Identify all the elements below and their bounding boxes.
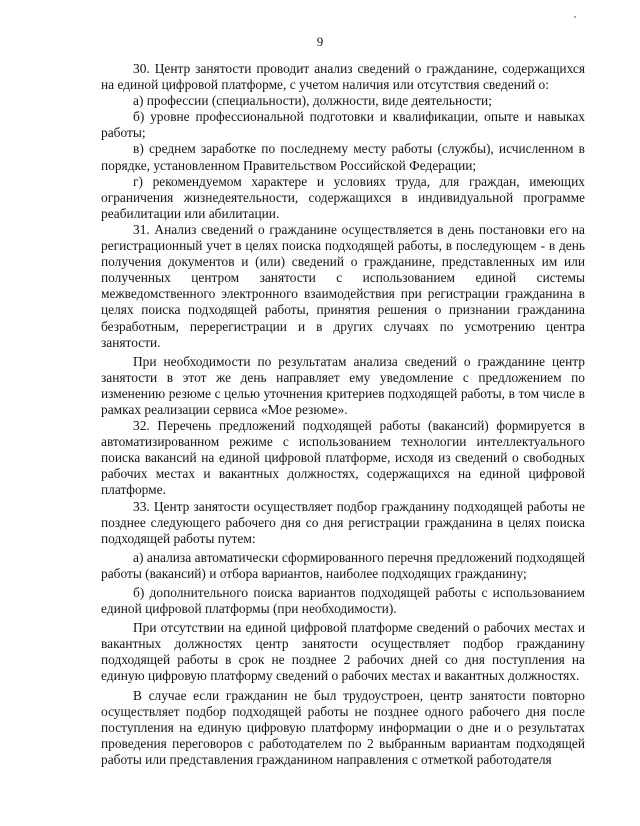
- list-item-a: а) профессии (специальности), должности, виде деятельности;: [133, 93, 492, 109]
- paragraph-31-addendum: При необходимости по результатам анализа сведений о гражданине центр занятости в этот же день направляет ему уведомление с предложением по изменению резюме с целью уточнения критериев подходящей работы, в том числе в рамках реализации сервиса «Мое резюме».: [101, 353, 585, 417]
- list-item-g: г) рекомендуемом характере и условиях труда, для граждан, имеющих ограничения жизнедеятельности, содержащихся в индивидуальной программе реабилитации или абилитации.: [101, 173, 585, 221]
- list-item-33b: б) дополнительного поиска вариантов подходящей работы с использованием единой цифровой платформы (при необходимости).: [101, 585, 585, 617]
- paragraph-no-vacancies: При отсутствии на единой цифровой платформе сведений о рабочих местах и вакантных должностях центр занятости осуществляет подбор гражданину подходящей работы в срок не позднее 2 рабочих дней со дня поступления на единую цифровую платформу сведений о рабочих местах и вакантных должностях.: [101, 620, 585, 684]
- document-body: [101, 61, 585, 768]
- list-item-b: б) уровне профессиональной подготовки и квалификации, опыте и навыках работы;: [101, 109, 585, 141]
- paragraph-33: 33. Центр занятости осуществляет подбор гражданину подходящей работы не позднее следующего рабочего дня со дня регистрации гражданина в целях поиска подходящей работы путем:: [101, 498, 585, 546]
- list-item-v: в) среднем заработке по последнему месту работы (службы), исчисленном в порядке, установленном Правительством Российской Федерации;: [101, 141, 585, 173]
- scan-speck: [574, 16, 576, 18]
- paragraph-31: 31. Анализ сведений о гражданине осуществляется в день постановки его на регистрационный учет в целях поиска подходящей работы, в последующем - в день получения документов и (или) сведений о гражданине, представленных им или полученных центром занятости с использованием единой системы межведомственного электронного взаимодействия при регистрации гражданина в целях поиска подходящей работы, принятия решения о признании гражданина безработным, перерегистрации и в других случаях по усмотрению центра занятости.: [101, 221, 585, 350]
- paragraph-30: 30. Центр занятости проводит анализ сведений о гражданине, содержащихся на единой цифровой платформе, с учетом наличия или отсутствия сведений о:: [101, 61, 585, 93]
- page-number: 9: [316, 34, 324, 49]
- list-item-33a: а) анализа автоматически сформированного перечня предложений подходящей работы (вакансий) и отбора вариантов, наиболее подходящих гражданину;: [101, 549, 585, 581]
- paragraph-not-employed: В случае если гражданин не был трудоустроен, центр занятости повторно осуществляет подбор подходящей работы не позднее одного рабочего дня после поступления на единую цифровую платформу информации о дне и о результатах проведения переговоров с работодателем по 2 выбранным вариантам подходящей работы или представления гражданином направления с отметкой работодателя: [101, 687, 585, 767]
- paragraph-32: 32. Перечень предложений подходящей работы (вакансий) формируется в автоматизированном режиме с использованием технологии интеллектуального поиска вакансий на единой цифровой платформе, исходя из сведений о свободных рабочих местах и вакантных должностях, содержащихся на единой цифровой платформе.: [101, 418, 585, 498]
